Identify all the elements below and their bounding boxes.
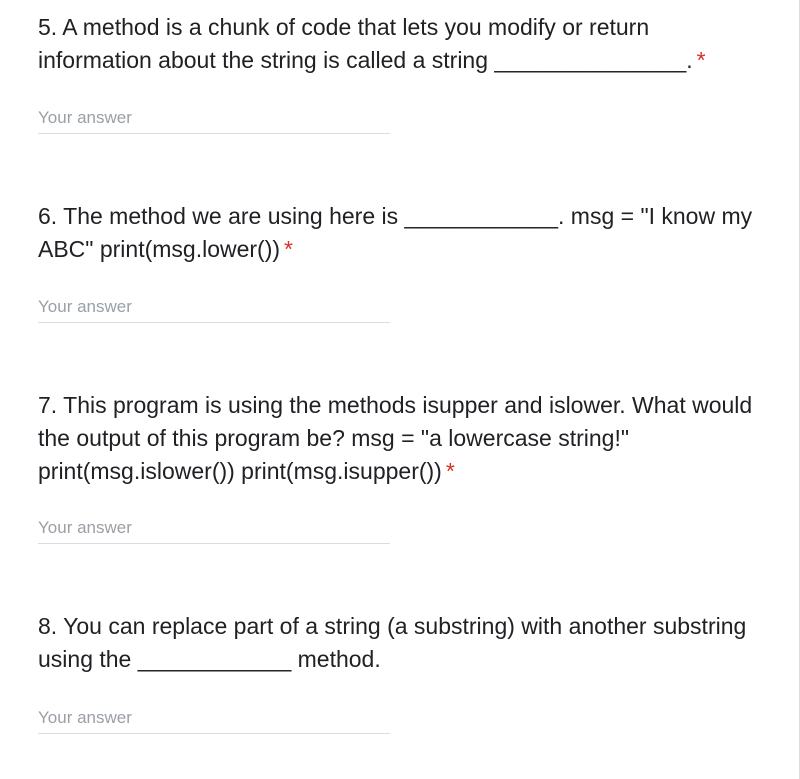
question-8 [38, 610, 758, 676]
question-6-answer-input[interactable] [38, 292, 390, 323]
question-7-answer-input[interactable] [38, 513, 390, 544]
question-6 [38, 200, 758, 266]
question-5-answer-input[interactable] [38, 103, 390, 134]
question-7-title [38, 389, 758, 488]
question-5-title [38, 11, 758, 77]
required-asterisk: * [445, 458, 455, 484]
question-5 [38, 11, 758, 77]
required-asterisk: * [284, 236, 293, 262]
question-8-text: 8. You can replace part of a string (a substring) with another substring using the ____________ method. [38, 613, 747, 672]
question-6-text: 6. The method we are using here is ____________. msg = "I know my ABC" print(msg.lower()) [38, 203, 753, 262]
question-6-title [38, 200, 758, 266]
question-7-text: 7. This program is using the methods isupper and islower. What would the output of this program be? msg = "a lowercase string!" print(msg.islower()) print(msg.isupper()) [38, 392, 753, 484]
question-5-text: 5. A method is a chunk of code that lets you modify or return information about the string is called a string _______________. [38, 14, 693, 73]
question-7 [38, 389, 758, 488]
required-asterisk: * [696, 47, 706, 73]
question-8-answer-input[interactable] [38, 703, 390, 734]
question-8-title [38, 610, 758, 676]
